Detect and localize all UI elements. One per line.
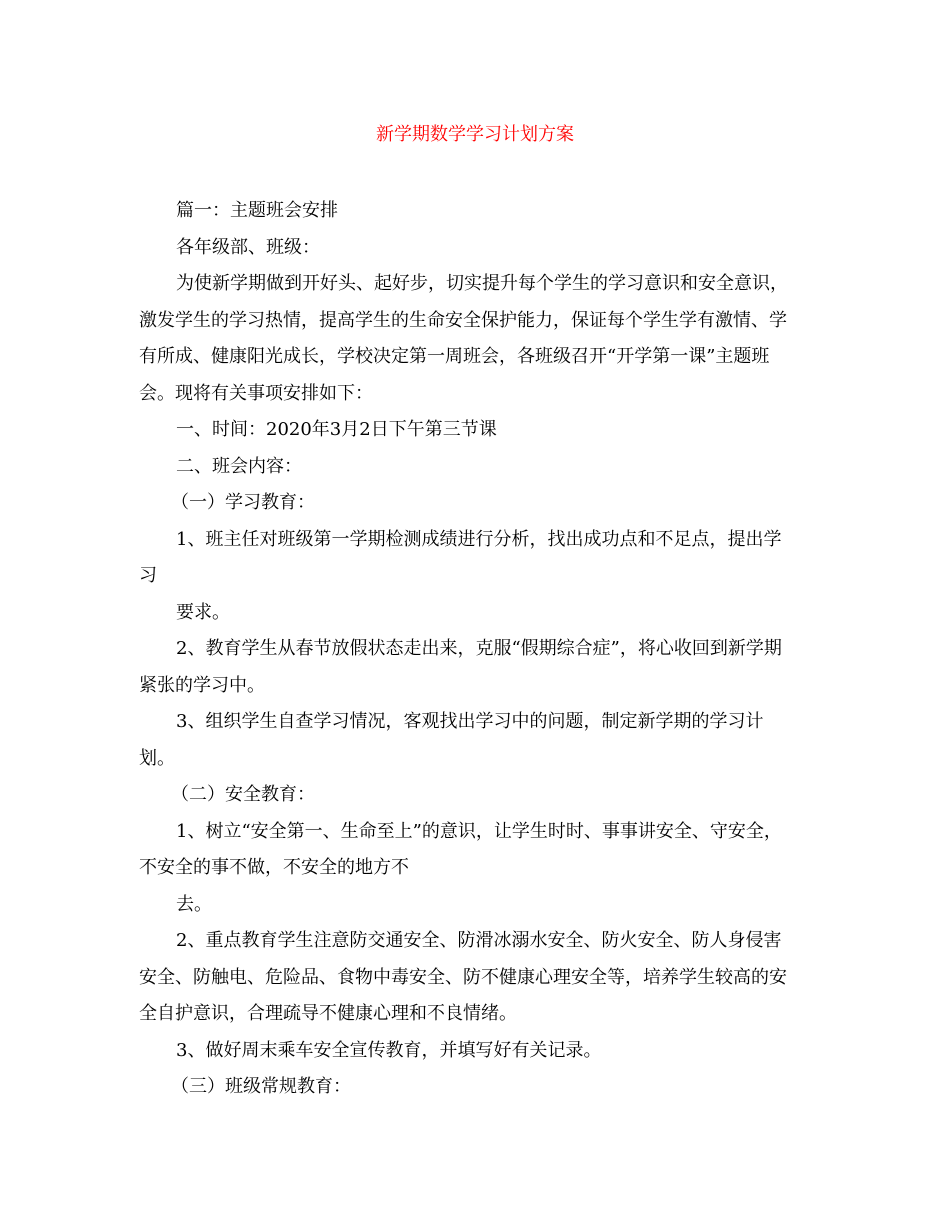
body-line: 全自护意识，合理疏导不健康心理和不良情绪。: [139, 1003, 517, 1024]
body-line: 不安全的事不做，不安全的地方不: [139, 857, 409, 878]
body-line: 为使新学期做到开好头、起好步，切实提升每个学生的学习意识和安全意识，: [176, 273, 788, 294]
body-line: 3、做好周末乘车安全宣传教育，并填写好有关记录。: [176, 1039, 602, 1061]
body-line: （一）学习教育：: [171, 492, 315, 513]
body-line: （二）安全教育：: [171, 784, 315, 805]
body-line: 要求。: [176, 601, 230, 623]
body-line: 划。: [139, 747, 175, 769]
body-line: （三）班级常规教育：: [171, 1076, 351, 1097]
body-line: 一、时间：2020年3月2日下午第三节课: [176, 419, 497, 440]
body-line: 各年级部、班级：: [176, 236, 320, 258]
body-line: 会。现将有关事项安排如下：: [139, 382, 373, 404]
body-line: 篇一：主题班会安排: [176, 200, 338, 221]
body-line: 1、树立“安全第一、生命至上”的意识，让学生时时、事事讲安全、守安全，: [176, 820, 782, 842]
body-line: 紧张的学习中。: [139, 674, 265, 696]
document-title: 新学期数学学习计划方案: [376, 124, 574, 145]
body-line: 3、组织学生自查学习情况，客观找出学习中的问题，制定新学期的学习计: [176, 711, 764, 732]
body-line: 有所成、健康阳光成长，学校决定第一周班会，各班级召开“开学第一课”主题班: [139, 346, 770, 367]
body-line: 2、重点教育学生注意防交通安全、防滑冰溺水安全、防火安全、防人身侵害: [176, 930, 782, 951]
body-line: 习: [139, 565, 157, 586]
body-line: 1、班主任对班级第一学期检测成绩进行分析，找出成功点和不足点，提出学: [176, 528, 782, 550]
document-body: [139, 193, 819, 1106]
body-line: 去。: [176, 893, 212, 915]
body-line: 激发学生的学习热情，提高学生的生命安全保护能力，保证每个学生学有激情、学: [139, 309, 787, 331]
body-line: 二、班会内容：: [176, 455, 302, 477]
body-line: 安全、防触电、危险品、食物中毒安全、防不健康心理安全等，培养学生较高的安: [139, 966, 787, 988]
body-line: 2、教育学生从春节放假状态走出来，克服“假期综合症”，将心收回到新学期: [176, 638, 782, 659]
